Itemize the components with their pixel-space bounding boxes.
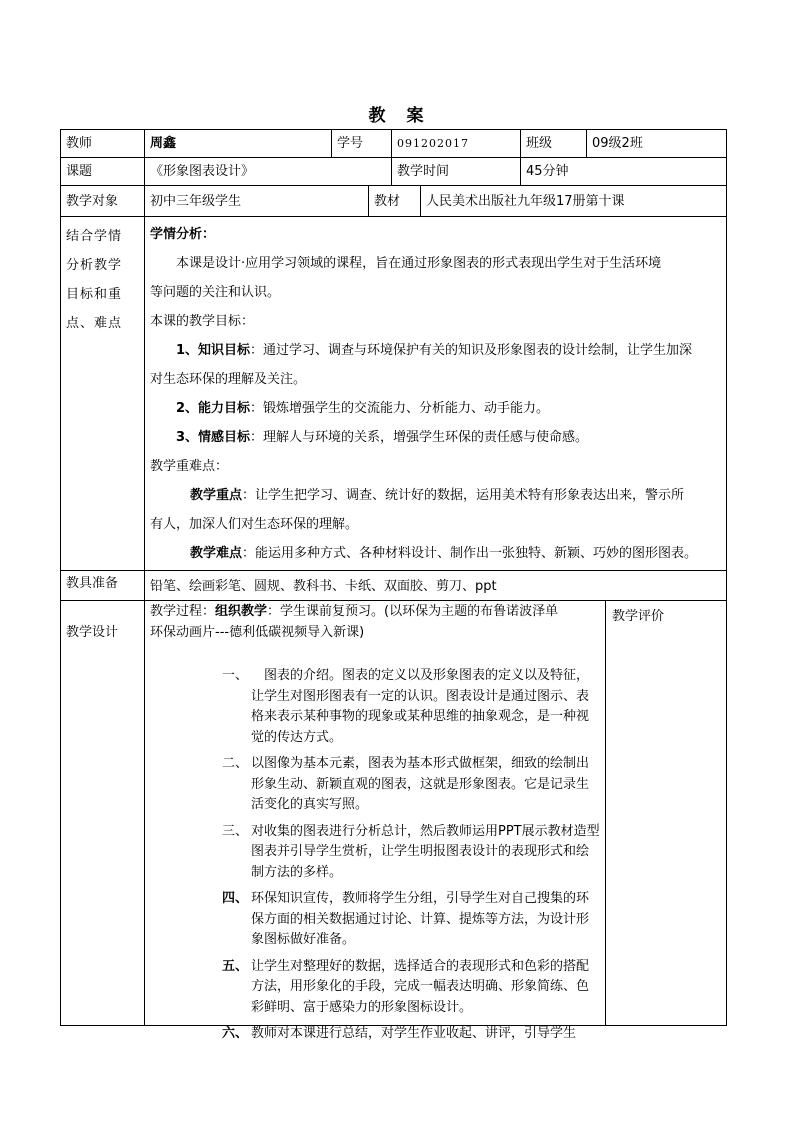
- student-id-value: 091202017: [397, 137, 469, 150]
- textbook-label: 教材: [374, 194, 401, 209]
- goal-text: ：通过学习、调查与环境保护有关的知识及形象图表的设计绘制，让学生加深: [250, 343, 693, 358]
- class-value: 09级2班: [592, 136, 643, 151]
- student-id-label: 学号: [337, 136, 364, 151]
- goal-label: 3、情感目标: [176, 430, 251, 445]
- process-intro: [150, 602, 558, 643]
- audience-label: 教学对象: [66, 194, 119, 209]
- process-line: 环保动画片---德利低碳视频导入新课): [150, 624, 365, 640]
- analysis-label-line: 结合学情: [66, 229, 123, 244]
- key-text-continued: 有人，加深人们对生态环保的理解。: [150, 517, 359, 532]
- topic-value: 《形象图表设计》: [150, 164, 255, 179]
- list-item: [222, 957, 600, 1019]
- list-item: [222, 754, 600, 816]
- audience-value: 初中三年级学生: [150, 194, 242, 209]
- list-item: [222, 822, 600, 884]
- key-heading: 教学重难点：: [150, 459, 229, 474]
- goal-emotion: [150, 423, 724, 452]
- document-title: 教 案: [368, 106, 426, 126]
- list-text: 教师对本课进行总结，对学生作业收起、讲评，引导学生: [251, 1026, 577, 1041]
- list-text: 对收集的图表进行分析总计，然后教师运用PPT展示教材造型图表并引导学生赏析，让学生明报图表设计的表现形式和绘制方法的多样。: [251, 823, 600, 880]
- key-label: 教学重点: [190, 488, 243, 503]
- teacher-label: 教师: [66, 136, 93, 151]
- textbook-value: 人民美术出版社九年级17册第十课: [426, 194, 625, 209]
- list-number: 三、: [222, 823, 249, 839]
- intro-line: 等问题的关注和认识。: [150, 285, 281, 300]
- teacher-name: 周鑫: [150, 136, 177, 151]
- goal-knowledge: [150, 336, 724, 365]
- process-bold: 组织教学: [215, 604, 268, 619]
- key-point: [150, 481, 724, 510]
- design-label: 教学设计: [66, 625, 119, 640]
- key-text: ：让学生把学习、调查、统计好的数据，运用美术特有形象表达出来，警示所: [242, 488, 685, 503]
- process-line: [150, 602, 558, 623]
- goal-label: 2、能力目标: [176, 401, 251, 416]
- goal-label: 1、知识目标: [176, 343, 251, 358]
- class-label: 班级: [526, 136, 553, 151]
- list-item: [222, 666, 600, 748]
- diff-text: ：能运用多种方式、各种材料设计、制作出一张独特、新颖、巧妙的图形图表。: [242, 546, 698, 561]
- analysis-label-line: 分析教学: [66, 258, 123, 273]
- analysis-label-line: 点、难点: [66, 316, 123, 331]
- goal-text: ：理解人与环境的关系，增强学生环保的责任感与使命感。: [250, 430, 589, 445]
- diff-label: 教学难点: [190, 546, 243, 561]
- list-text: 让学生对整理好的数据，选择适合的表现形式和色彩的搭配方法，用形象化的手段，完成一幅表达明确、形象简练、色彩鲜明、富于感染力的形象图标设计。: [251, 958, 590, 1015]
- list-text: 图表的介绍。图表的定义以及形象图表的定义以及特征，让学生对图形图表有一定的认识。图表设计是通过图示、表格来表示某种事物的现象或某种思维的抽象观念，是一种视觉的传达方式。: [251, 668, 590, 745]
- goal-text-continued: 对生态环保的理解及关注。: [150, 372, 307, 387]
- topic-label: 课题: [66, 164, 93, 179]
- list-item: [222, 1024, 600, 1045]
- analysis-label: [66, 222, 142, 338]
- list-number: 六、: [222, 1026, 249, 1041]
- time-value: 45分钟: [526, 164, 569, 179]
- time-label: 教学时间: [397, 164, 450, 179]
- list-number: 二、: [222, 756, 249, 771]
- tools-label: 教具准备: [66, 576, 119, 591]
- evaluation-label: 教学评价: [612, 609, 665, 624]
- tools-value: 铅笔、绘画彩笔、圆规、教科书、卡纸、双面胶、剪刀、ppt: [150, 579, 497, 594]
- difficult-point: [150, 539, 724, 568]
- analysis-heading: 学情分析：: [150, 227, 216, 242]
- list-text: 以图像为基本元素，图表为基本形式做框架，细致的绘制出形象生动、新颖直观的图表，这就是形象图表。它是记录生活变化的真实写照。: [251, 756, 590, 812]
- list-item: [222, 889, 600, 951]
- analysis-label-line: 目标和重: [66, 287, 123, 302]
- list-number: 一、: [222, 668, 249, 683]
- goal-ability: [150, 394, 724, 423]
- list-text: 环保知识宣传，教师将学生分组，引导学生对自己搜集的环保方面的相关数据通过讨论、计算、提炼等方法，为设计形象图标做好准备。: [251, 891, 590, 947]
- goal-text: ：锻炼增强学生的交流能力、分析能力、动手能力。: [250, 401, 550, 416]
- goals-heading: 本课的教学目标：: [150, 314, 255, 329]
- list-number: 四、: [222, 891, 249, 906]
- analysis-content: [150, 220, 724, 568]
- list-number: 五、: [222, 958, 249, 974]
- process-steps-list: [222, 666, 600, 1051]
- process-prefix: 教学过程：: [150, 604, 216, 619]
- process-rest: ：学生课前复预习。(以环保为主题的布鲁诺波泽单: [267, 604, 559, 619]
- intro-line: 本课是设计·应用学习领域的课程，旨在通过形象图表的形式表现出学生对于生活环境: [176, 256, 662, 271]
